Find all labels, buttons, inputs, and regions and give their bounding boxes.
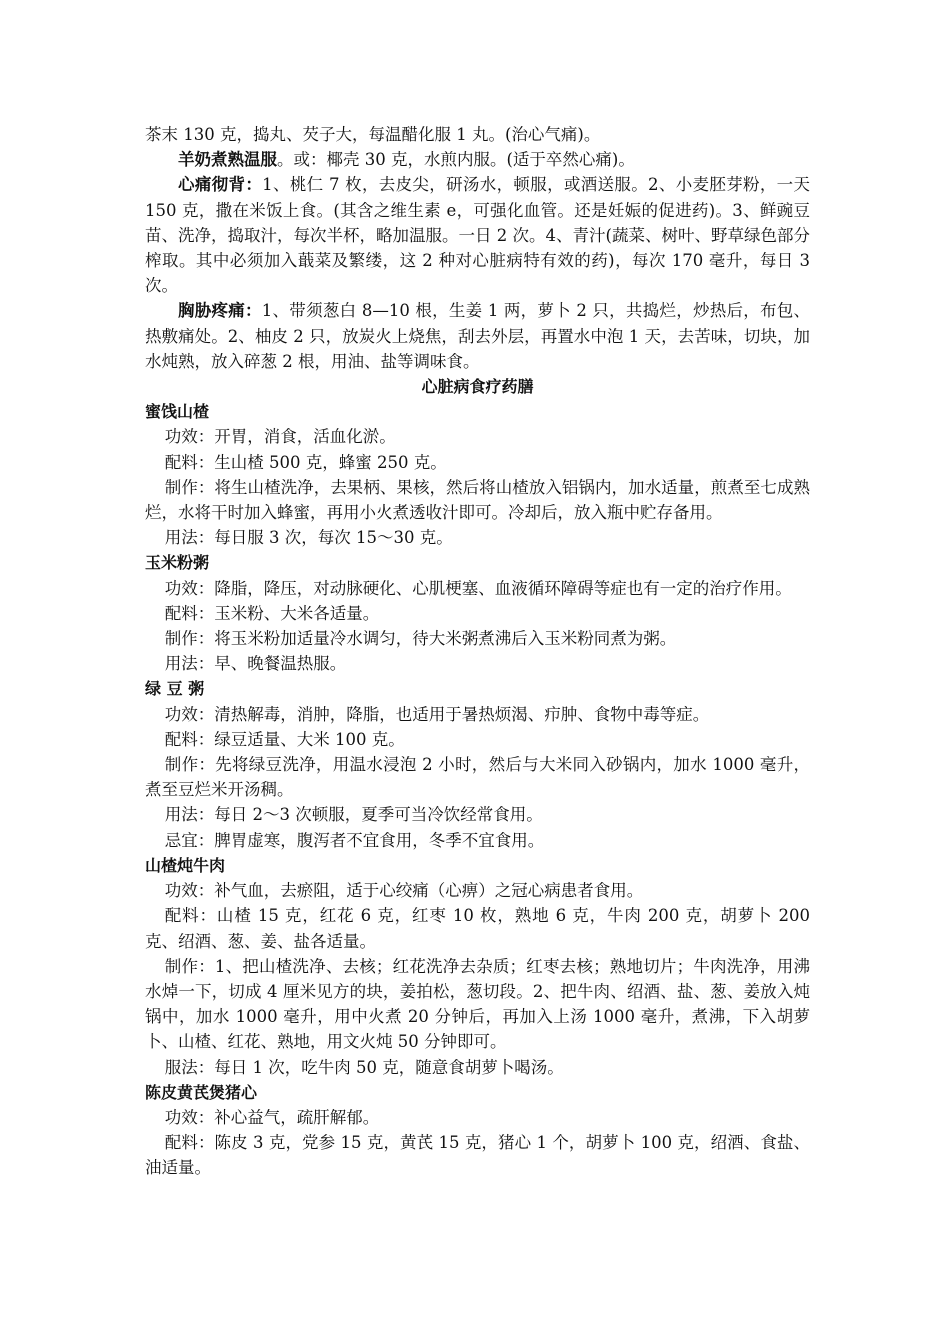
- recipe-title: 绿 豆 粥: [145, 679, 205, 699]
- document-page: [145, 122, 810, 1181]
- recipe-line: 制作：1、把山楂洗净、去核；红花洗净去杂质；红枣去核；熟地切片；牛肉洗净，用沸水焯一下，切成 4 厘米见方的块，姜拍松，葱切段。2、把牛肉、绍酒、盐、葱、姜放入炖锅中，加水 1000 毫升，用中火煮 20 分钟后，再加入上汤 1000 毫升，煮沸，下入胡萝卜、山楂、红花、熟地，用文火炖 50 分钟即可。: [145, 956, 810, 1052]
- recipe: [145, 1080, 810, 1181]
- recipe-line: 忌宜：脾胃虚寒，腹泻者不宜食用，冬季不宜食用。: [164, 830, 545, 850]
- recipe-title: 蜜饯山楂: [145, 402, 210, 422]
- recipe-line: 配料：陈皮 3 克，党参 15 克，黄芪 15 克，猪心 1 个，胡萝卜 100 克，绍酒、食盐、油适量。: [145, 1133, 810, 1178]
- remedy-paragraph: [145, 147, 810, 172]
- recipe-line: 功效：清热解毒，消肿，降脂，也适用于暑热烦渴、疖肿、食物中毒等症。: [164, 704, 710, 724]
- remedy-label: 胸胁疼痛：: [178, 301, 262, 321]
- recipe-line: 配料：山楂 15 克，红花 6 克，红枣 10 枚，熟地 6 克，牛肉 200 克，胡萝卜 200 克、绍酒、葱、姜、盐各适量。: [145, 906, 810, 951]
- recipe-line: 配料：绿豆适量、大米 100 克。: [164, 729, 405, 749]
- section-title: 心脏病食疗药膳: [421, 377, 534, 397]
- recipe-line: 配料：生山楂 500 克，蜂蜜 250 克。: [164, 452, 447, 472]
- recipe: [145, 550, 810, 676]
- recipe: [145, 676, 810, 852]
- recipe-line: 制作：将玉米粉加适量冷水调匀，待大米粥煮沸后入玉米粉同煮为粥。: [164, 629, 677, 649]
- intro-line: 茶末 130 克，捣丸、芡子大，每温醋化服 1 丸。(治心气痛)。: [145, 125, 601, 144]
- remedy-paragraph: [145, 298, 810, 374]
- remedy-paragraph: [145, 172, 810, 298]
- remedy-text: 。或：椰壳 30 克，水煎内服。(适于卒然心痛)。: [277, 150, 635, 170]
- recipe-line: 功效：补心益气，疏肝解郁。: [164, 1107, 380, 1127]
- recipe-line: 制作：将生山楂洗净，去果柄、果核，然后将山楂放入铝锅内，加水适量，煎煮至七成熟烂，水将干时加入蜂蜜，再用小火煮透收汁即可。冷却后，放入瓶中贮存备用。: [145, 477, 810, 523]
- recipe-line: 功效：降脂，降压，对动脉硬化、心肌梗塞、血液循环障碍等症也有一定的治疗作用。: [164, 578, 792, 598]
- recipe-title: 山楂炖牛肉: [145, 855, 226, 875]
- recipe-line: 功效：补气血，去瘀阻，适于心绞痛（心痹）之冠心病患者食用。: [164, 881, 644, 901]
- recipe-line: 功效：开胃，消食，活血化淤。: [164, 427, 396, 447]
- recipe-line: 配料：玉米粉、大米各适量。: [164, 603, 380, 623]
- recipe-line: 用法：每日服 3 次，每次 15～30 克。: [164, 528, 453, 548]
- recipe-title: 陈皮黄芪煲猪心: [145, 1082, 258, 1102]
- recipe-line: 服法：每日 1 次，吃牛肉 50 克，随意食胡萝卜喝汤。: [164, 1057, 564, 1077]
- recipe-title: 玉米粉粥: [145, 553, 210, 573]
- recipe-line: 用法：早、晚餐温热服。: [164, 654, 347, 674]
- recipe: [145, 399, 810, 550]
- remedy-text: 1、带须葱白 8—10 根，生姜 1 两，萝卜 2 只，共捣烂，炒热后，布包、热敷痛处。2、柚皮 2 只，放炭火上烧焦，刮去外层，再置水中泡 1 天，去苦味，切块，加水炖熟，放入碎葱 2 根，用油、盐等调味食。: [145, 301, 810, 371]
- remedy-label: 心痛彻背：: [178, 175, 263, 195]
- recipe: [145, 853, 810, 1080]
- recipe-line: 制作：先将绿豆洗净，用温水浸泡 2 小时，然后与大米同入砂锅内，加水 1000 毫升，煮至豆烂米开汤稠。: [145, 755, 810, 800]
- recipe-line: 用法：每日 2～3 次顿服，夏季可当冷饮经常食用。: [164, 805, 543, 825]
- remedy-text: 1、桃仁 7 枚，去皮尖，研汤水，顿服，或酒送服。2、小麦胚芽粉，一天 150 克，撒在米饭上食。(其含之维生素 e，可强化血管。还是妊娠的促进药)。3、鲜豌豆苗、洗净，捣取汁，每次半杯，略加温服。一日 2 次。4、青汁(蔬菜、树叶、野草绿色部分榨取。其中必须加入蕺菜及繁缕，这 2 种对心脏病特有效的药)，每次 170 毫升，每日 3 次。: [145, 175, 811, 296]
- remedy-label: 羊奶煮熟温服: [178, 150, 277, 170]
